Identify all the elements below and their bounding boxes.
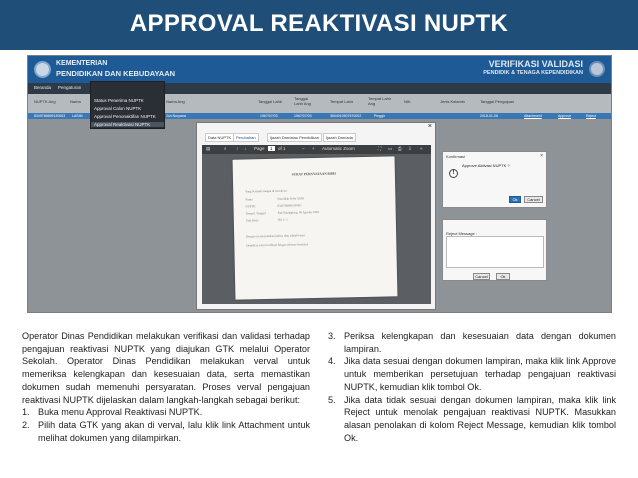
close-icon[interactable]: × [540,153,543,159]
doc-row-label: Unit Kerja [245,218,259,223]
intro-paragraph: Operator Dinas Pendidikan melakukan verifikasi dan validasi terhadap pengajuan reaktivasi NUPTK yang diajukan GTK melalui Operator Sekolah. Operator Dinas Pendidikan melakukan verval untuk memeriksa kelengkapan dan kesesuaian data, serta memastikan dokumen sudah memenuhi persyaratan. Proses verval pengajuan reaktivasi NUPTK dijelaskan dalam langkah-langkah sebagai berikut: [22,331,310,405]
step-number: 2. [22,419,30,430]
search-icon[interactable]: ⌕ [224,146,227,151]
doc-row-value: Kab Pandeglang, 06 Agustus 1981 [277,209,320,215]
tools-icon[interactable]: » [420,146,423,151]
cell-tgl-pengajuan: 2018-01-06 [480,114,498,118]
cell-nama: LASIM [72,114,83,118]
tab-ijazah-pendidikan[interactable]: Ijazah Dan/atau Pendidikan [267,133,322,142]
tab-data-nuptk[interactable]: Data NUPTK [205,133,234,142]
attachment-link[interactable]: Attachment [524,114,542,118]
doc-row-label: NUPTK [245,204,256,209]
reject-message-label: Reject Message : [446,231,477,236]
menu-approval-calon[interactable]: Approval Calon NUPTK [94,106,142,111]
verifikasi-subtitle: PENDIDIK & TENAGA KEPENDIDIKAN [483,70,583,76]
page-total: of 1 [278,146,286,151]
menu-status-penerima[interactable]: Status Penerima NUPTK [94,98,144,103]
print-icon[interactable]: ⎙ [398,146,402,151]
document-page [233,156,398,299]
brand-line2: PENDIDIKAN DAN KEBUDAYAAN [56,69,176,78]
page-number-input[interactable]: 1 [270,146,273,151]
step-text: Jika data sesuai dengan dokumen lampiran, maka klik link Approve untuk memberikan persetujuan terhadap pengajuan reaktivasi NUPTK, kemudian klik tombol Ok. [344,356,616,392]
cell-nama-ang: Jun Nuryana [166,114,186,118]
th-tgl-pengajuan: Tanggal Pengajuan [480,99,515,104]
pdf-toolbar [202,145,431,154]
zoom-out-icon[interactable]: − [302,146,305,151]
gear-icon [589,61,605,77]
pdf-viewer[interactable] [202,154,431,304]
th-nik: NIK [404,99,411,104]
app-header [28,56,612,83]
tab-ijazah-ada[interactable]: Ijazah Dan/ada [323,133,356,142]
step-text: Jika data tidak sesuai dengan dokumen lampiran, maka klik link Reject untuk menolak pengajuan reaktivasi NUPTK. Masukkan alasan penolakan di kolom Reject Message, kemudian klik tombol Ok. [344,394,616,443]
doc-heading: SURAT PERNYATAAN 88883 [291,171,337,177]
step-item [22,406,310,419]
doc-row-label: Demikian surat ini dibuat dengan sebenar-benarnya [246,242,309,248]
confirm-cancel-button[interactable]: Cancel [524,196,543,203]
page-title: APPROVAL REAKTIVASI NUPTK [129,10,509,37]
reject-link[interactable]: Reject [586,114,596,118]
approve-link[interactable]: Approve [558,114,572,118]
confirm-title: Konfirmasi [446,154,465,159]
step-number: 1. [22,407,30,418]
step-number: 4. [328,356,336,367]
doc-row-label: Dengan ini menyatakan bahwa data adalah benar [246,233,306,239]
doc-row-label: Nama [245,197,253,202]
th-tgl-lahir-ang: Tanggal Lahir Ang [294,96,311,106]
open-file-icon[interactable]: ▭ [388,146,393,151]
sidebar-toggle-icon[interactable]: ▤ [206,146,211,151]
cell-tgl-lahir: 1967/07/03 [260,114,278,118]
th-tempat-lahir-ang: Tempat Lahir Ang [368,96,392,106]
cell-nik: 3604010507670002 [330,114,362,118]
confirm-message: Approve Aktivasi NUPTK ? [462,163,510,168]
menu-approval-penonaktifan[interactable]: Approval Penonaktifan NUPTK [94,114,156,119]
step-item [22,419,310,444]
doc-row-label: Yang bertanda tangan di bawah ini [245,188,287,194]
prev-page-icon[interactable]: ↑ [236,146,239,151]
cell-tgl-lahir-ang: 1967/07/03 [294,114,312,118]
page-label: Page [254,146,265,151]
app-screenshot [27,55,612,313]
confirm-dialog [442,151,547,208]
step-item [328,394,616,445]
reject-cancel-button[interactable]: Cancel [473,273,490,280]
doc-row-value: 8345768669130063 [277,203,302,208]
confirm-ok-button[interactable]: Ok [509,196,521,203]
step-item [328,355,616,393]
verifikasi-title: VERIFIKASI VALIDASI [488,59,583,69]
title-bar [0,0,638,50]
th-nama: Nama [70,99,81,104]
close-icon[interactable]: × [427,123,432,130]
doc-row-value: SD 1 / 1 [277,217,288,222]
nav-pengaturan[interactable]: Pengaturan [58,85,82,90]
th-tgl-lahir: Tanggal Lahir [258,99,283,104]
download-icon[interactable]: ⇩ [408,146,412,151]
th-nama-ang: Nama Ang [166,99,185,104]
cell-tempat-lahir: Pinggir [374,114,385,118]
nav-beranda[interactable]: Beranda [34,85,52,90]
left-column [22,330,310,444]
attachment-dialog [196,122,436,310]
step-number: 5. [328,394,336,405]
ministry-logo [34,61,51,78]
th-jenis-kelamin: Jenis Kelamin [440,99,465,104]
zoom-select[interactable]: Automatic Zoom [322,146,355,151]
step-number: 3. [328,331,336,341]
brand-line1: KEMENTERIAN [56,60,108,67]
step-text: Pilih data GTK yang akan di verval, lalu klik link Attachment untuk melihat dokumen yang dilampirkan. [38,419,310,443]
doc-row-value: Nasrullah Sofia Ali Hi [277,196,305,201]
zoom-in-icon[interactable]: + [312,146,315,151]
reject-ok-button[interactable]: Ok [496,273,510,280]
nuptk-dropdown [90,81,165,129]
info-icon: ! [449,169,458,178]
next-page-icon[interactable]: ↓ [244,146,247,151]
reject-dialog [442,219,547,281]
tab-perubahan[interactable]: Perubahan [233,133,259,142]
reject-message-input[interactable] [446,236,544,268]
presentation-icon[interactable]: ⛶ [378,146,382,151]
right-column [328,330,616,444]
step-text: Buka menu Approval Reaktivasi NUPTK. [38,407,203,418]
doc-row-label: Tempat, Tanggal [245,211,266,216]
menu-approval-reaktivasi[interactable]: Approval Reaktivasi NUPTK [91,122,164,127]
step-text: Periksa kelengkapan dan kesesuaian data dengan dokumen lampiran. [344,331,616,354]
cell-nuptk: 8345768669130063 [34,114,66,118]
th-tempat-lahir: Tempat Lahir [330,99,354,104]
th-nuptk-ang: NUPTK Ang [34,99,56,104]
step-item [328,330,616,355]
